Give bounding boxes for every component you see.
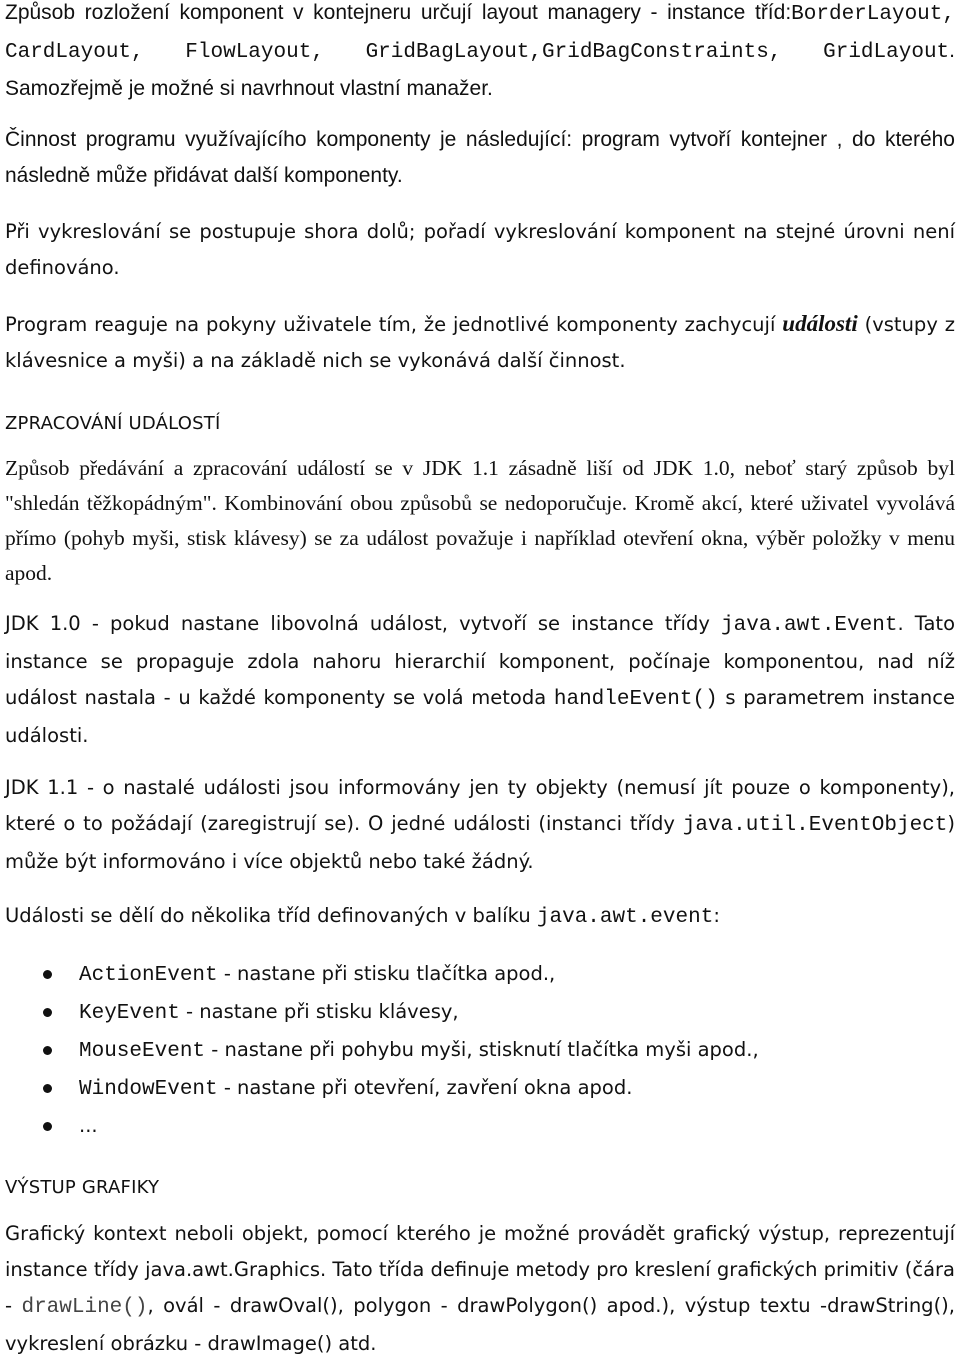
- paragraph-events-intro: Program reaguje na pokyny uživatele tím, že jednotlivé komponenty zachycují události (vstupy z klávesnice a myši) a na základě nich se vykonává další činnost.: [5, 311, 955, 372]
- bullet-icon: [43, 1084, 52, 1093]
- paragraph-program-activity: Činnost programu využívajícího komponenty je následující: program vytvoří kontejner , do kterého následně může přidávat další komponenty.: [5, 128, 955, 187]
- code-draw-line: drawLine(): [21, 1296, 148, 1319]
- bullet-icon: [43, 1046, 52, 1055]
- paragraph-graphics-context: Grafický kontext neboli objekt, pomocí kterého je možné provádět grafický výstup, reprezentují instance třídy java.awt.Graphics. Tato třída definuje metody pro kreslení grafických primitiv (čára - drawLine(), ovál - drawOval(), polygon - drawPolygon() apod.), výstup textu -drawString(), vykreslení obrázku - drawImage() atd.: [5, 1222, 955, 1355]
- bullet-icon: [43, 1122, 52, 1131]
- paragraph-event-classes: Události se dělí do několika tříd definovaných v balíku java.awt.event:: [5, 904, 720, 929]
- paragraph-rendering-order: Při vykreslování se postupuje shora dolů; pořadí vykreslování komponent na stejné úrovni není definováno.: [5, 220, 955, 279]
- paragraph-jdk10: JDK 1.0 - pokud nastane libovolná událost, vytvoří se instance třídy java.awt.Event. Tato instance se propaguje zdola nahoru hierarchií komponent, počínaje komponentou, nad níž událost nastala - u každé komponenty se volá metoda handleEvent() s parametrem instance události.: [5, 612, 955, 747]
- list-item: KeyEvent - nastane při stisku klávesy,: [5, 993, 955, 1031]
- list-item: ...: [5, 1107, 955, 1145]
- list-item: WindowEvent - nastane při otevření, zavření okna apod.: [5, 1069, 955, 1107]
- event-class-list: [5, 955, 955, 1145]
- heading-event-processing: ZPRACOVÁNÍ UDÁLOSTÍ: [5, 413, 221, 434]
- list-item: ActionEvent - nastane při stisku tlačítka apod.,: [5, 955, 955, 993]
- paragraph-jdk11: JDK 1.1 - o nastalé události jsou informovány jen ty objekty (nemusí jít pouze o komponenty), které o to požádají (zaregistrují se). O jedné události (instanci třídy java.util.EventObject) může být informováno i více objektů nebo také žádný.: [5, 776, 955, 873]
- paragraph-layout-managers: Způsob rozložení komponent v kontejneru určují layout managery - instance tříd:BorderLayout, CardLayout, FlowLayout, GridBagLayout,GridBagConstraints, GridLayout. Samozřejmě je možné si navrhnout vlastní manažer.: [5, 1, 955, 100]
- emphasis-udalosti: události: [782, 311, 858, 336]
- bullet-icon: [43, 1008, 52, 1017]
- code-java-awt-event-package: java.awt.event: [536, 906, 714, 929]
- list-item: MouseEvent - nastane při pohybu myši, stisknutí tlačítka myši apod.,: [5, 1031, 955, 1069]
- code-event-object: java.util.EventObject: [682, 814, 948, 837]
- paragraph-jdk-differences: Způsob předávání a zpracování událostí se v JDK 1.1 zásadně liší od JDK 1.0, neboť starý způsob byl "shledán těžkopádným". Kombinování obou způsobů se nedoporučuje. Kromě akcí, které uživatel vyvolává přímo (pohyb myši, stisk klávesy) se za událost považuje i například otevření okna, výběr položky v menu apod.: [5, 456, 955, 585]
- code-handle-event: handleEvent(): [553, 688, 718, 711]
- code-java-awt-event: java.awt.Event: [721, 614, 898, 637]
- code-layout-classes: BorderLayout, CardLayout, FlowLayout, GridBagLayout,GridBagConstraints, GridLayout: [5, 3, 955, 64]
- heading-graphics-output: VÝSTUP GRAFIKY: [5, 1177, 160, 1198]
- bullet-icon: [43, 970, 52, 979]
